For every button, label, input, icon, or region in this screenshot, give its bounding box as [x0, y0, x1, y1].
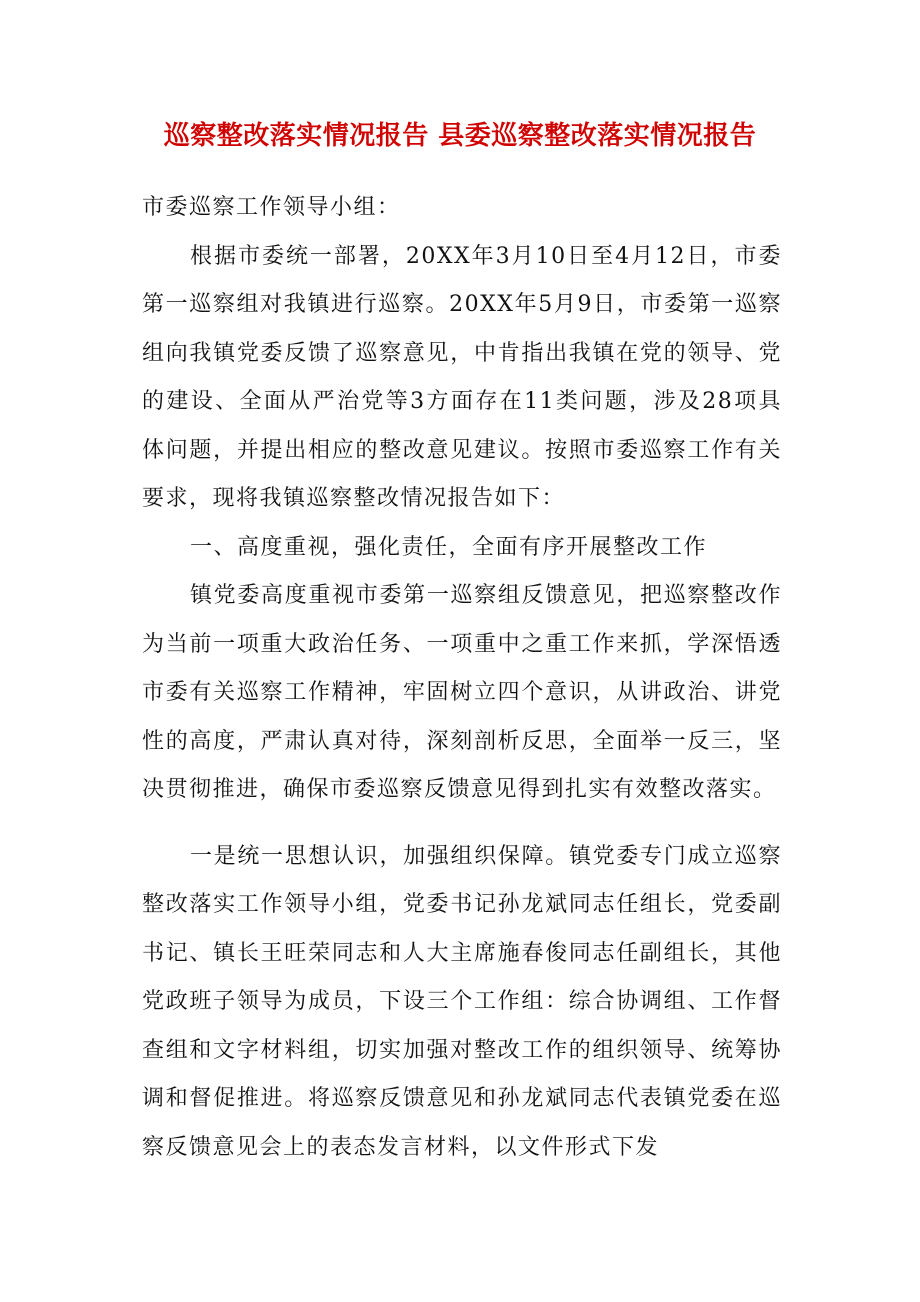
section-heading-1: 一、高度重视，强化责任，全面有序开展整改工作 [190, 534, 708, 560]
paragraph-point-1: 一是统一思想认识，加强组织保障。镇党委专门成立巡察整改落实工作领导小组，党委书记孙龙斌同志任组长，党委副书记、镇长王旺荣同志和人大主席施春俊同志任副组长，其他党政班子领导为成员，下设三个工作组：综合协调组、工作督查组和文字材料组，切实加强对整改工作的组织领导、统筹协调和督促推进。将巡察反馈意见和孙龙斌同志代表镇党委在巡察反馈意见会上的表态发言材料，以文件形式下发 [142, 843, 782, 1160]
document-body [142, 184, 782, 1172]
salutation: 市委巡察工作领导小组： [142, 195, 401, 220]
paragraph-background: 根据市委统一部署，20XX年3月10日至4月12日，市委第一巡察组对我镇进行巡察。20XX年5月9日，市委第一巡察组向我镇党委反馈了巡察意见，中肯指出我镇在党的领导、党的建设、全面从严治党等3方面存在11类问题，涉及28项具体问题，并提出相应的整改意见建议。按照市委巡察工作有关要求，现将我镇巡察整改情况报告如下： [142, 243, 782, 511]
paragraph-section-1: 镇党委高度重视市委第一巡察组反馈意见，把巡察整改作为当前一项重大政治任务、一项重中之重工作来抓，学深悟透市委有关巡察工作精神，牢固树立四个意识，从讲政治、讲党性的高度，严肃认真对待，深刻剖析反思，全面举一反三，坚决贯彻推进，确保市委巡察反馈意见得到扎实有效整改落实。 [142, 583, 782, 802]
document-title: 巡察整改落实情况报告 县委巡察整改落实情况报告 [163, 121, 757, 151]
